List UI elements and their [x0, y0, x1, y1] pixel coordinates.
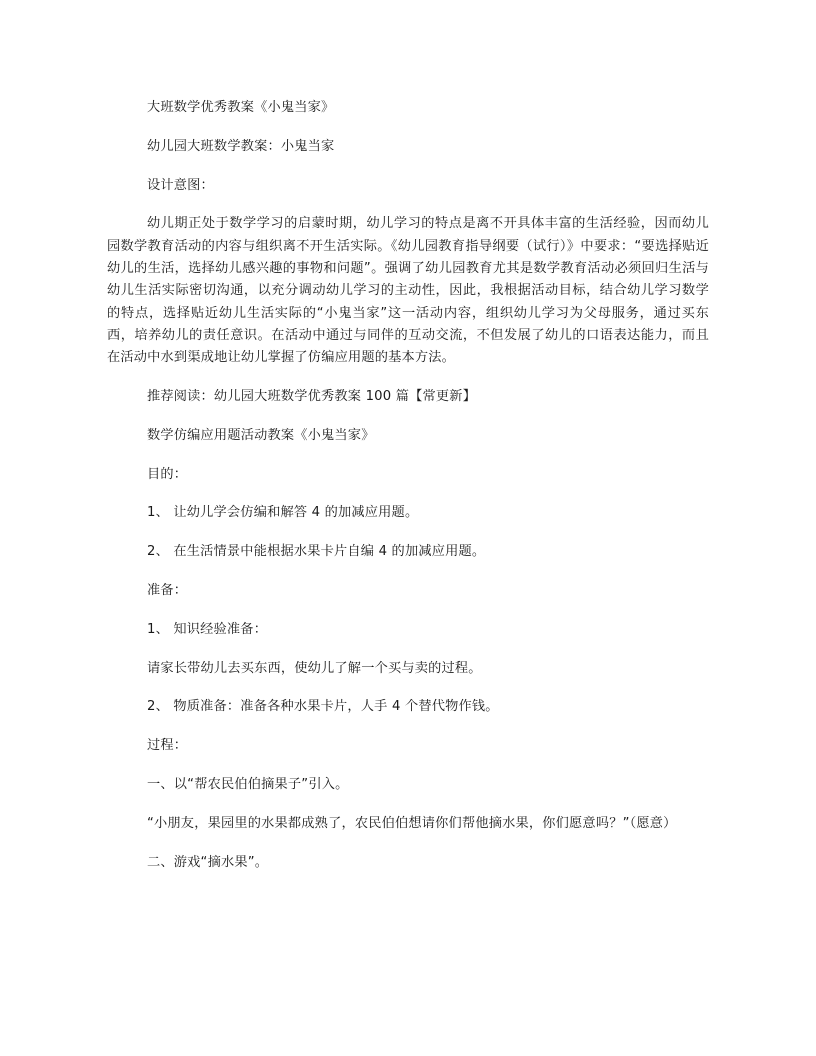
prep-heading: 准备：: [147, 582, 188, 598]
activity-title: 数学仿编应用题活动教案《小鬼当家》: [147, 427, 375, 443]
document-title: 大班数学优秀教案《小鬼当家》: [147, 100, 335, 115]
document-subtitle: 幼儿园大班数学教案：小鬼当家: [147, 138, 335, 154]
goal-item-1: 1、 让幼儿学会仿编和解答 4 的加减应用题。: [147, 505, 419, 521]
step-1-body: “小朋友，果园里的水果都成熟了，农民伯伯想请你们帮他摘水果，你们愿意吗？”（愿意）: [147, 815, 677, 831]
recommend-line: 推荐阅读：幼儿园大班数学优秀教案 100 篇【常更新】: [147, 388, 477, 404]
step-1: 一、以“帮农民伯伯摘果子”引入。: [147, 776, 349, 792]
prep-item-1: 1、 知识经验准备：: [147, 621, 268, 637]
step-2: 二、游戏“摘水果”。: [147, 854, 269, 870]
process-heading: 过程：: [147, 738, 188, 754]
goal-item-2: 2、 在生活情景中能根据水果卡片自编 4 的加减应用题。: [147, 544, 486, 560]
design-paragraph: 幼儿期正处于数学学习的启蒙时期，幼儿学习的特点是离不开具体丰富的生活经验，因而幼儿园数学教育活动的内容与组织离不开生活实际。《幼儿园教育指导纲要（试行）》中要求：“要选择贴近幼儿的生活，选择幼儿感兴趣的事物和问题”。强调了幼儿园教育尤其是数学教育活动必须回归生活与幼儿生活实际密切沟通，以充分调动幼儿学习的主动性，因此，我根据活动目标，结合幼儿学习数学的特点，选择贴近幼儿生活实际的“小鬼当家”这一活动内容，组织幼儿学习为父母服务，通过买东西，培养幼儿的责任意识。在活动中通过与同伴的互动交流，不但发展了幼儿的口语表达能力，而且在活动中水到渠成地让幼儿掌握了仿编应用题的基本方法。: [107, 216, 709, 366]
document-page: [107, 97, 709, 890]
design-heading: 设计意图：: [147, 177, 214, 193]
goal-heading: 目的：: [147, 466, 188, 482]
prep-item-1-body: 请家长带幼儿去买东西，使幼儿了解一个买与卖的过程。: [147, 660, 482, 676]
prep-item-2: 2、 物质准备：准备各种水果卡片，人手 4 个替代物作钱。: [147, 699, 499, 715]
